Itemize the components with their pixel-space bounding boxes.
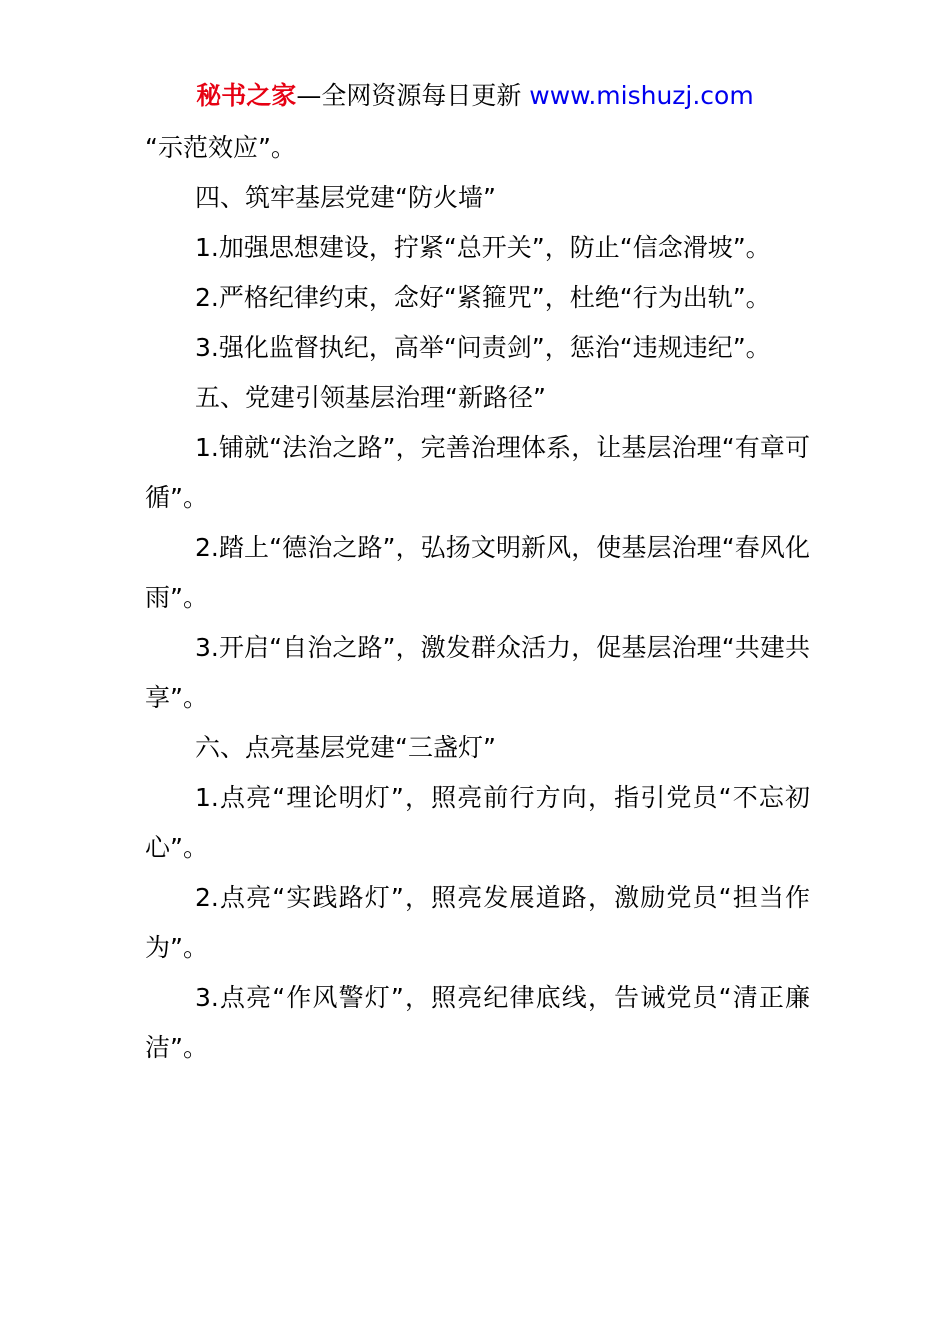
brand-name: 秘书之家 (196, 81, 297, 110)
list-item: 1.铺就“法治之路”，完善治理体系，让基层治理“有章可循”。 (145, 433, 810, 512)
list-item: 1.点亮“理论明灯”，照亮前行方向，指引党员“不忘初心”。 (145, 783, 810, 862)
list-item: 2.踏上“德治之路”，弘扬文明新风，使基层治理“春风化雨”。 (145, 533, 810, 612)
document-body (145, 123, 810, 1073)
section-heading: 五、党建引领基层治理“新路径” (195, 383, 546, 412)
list-item: 2.点亮“实践路灯”，照亮发展道路，激励党员“担当作为”。 (145, 883, 810, 962)
paragraph-continuation: “示范效应”。 (145, 133, 296, 162)
list-item: 3.点亮“作风警灯”，照亮纪律底线，告诫党员“清正廉洁”。 (145, 983, 810, 1062)
list-item: 1.加强思想建设，拧紧“总开关”，防止“信念滑坡”。 (195, 233, 771, 262)
site-url-link[interactable]: www.mishuzj.com (529, 81, 754, 110)
list-item: 3.开启“自治之路”，激发群众活力，促基层治理“共建共享”。 (145, 633, 810, 712)
section-heading: 四、筑牢基层党建“防火墙” (195, 183, 496, 212)
list-item: 2.严格纪律约束，念好“紧箍咒”，杜绝“行为出轨”。 (195, 283, 771, 312)
header-tagline: —全网资源每日更新 (296, 81, 522, 110)
section-heading: 六、点亮基层党建“三盏灯” (195, 733, 496, 762)
site-header (0, 78, 950, 114)
list-item: 3.强化监督执纪，高举“问责剑”，惩治“违规违纪”。 (195, 333, 771, 362)
